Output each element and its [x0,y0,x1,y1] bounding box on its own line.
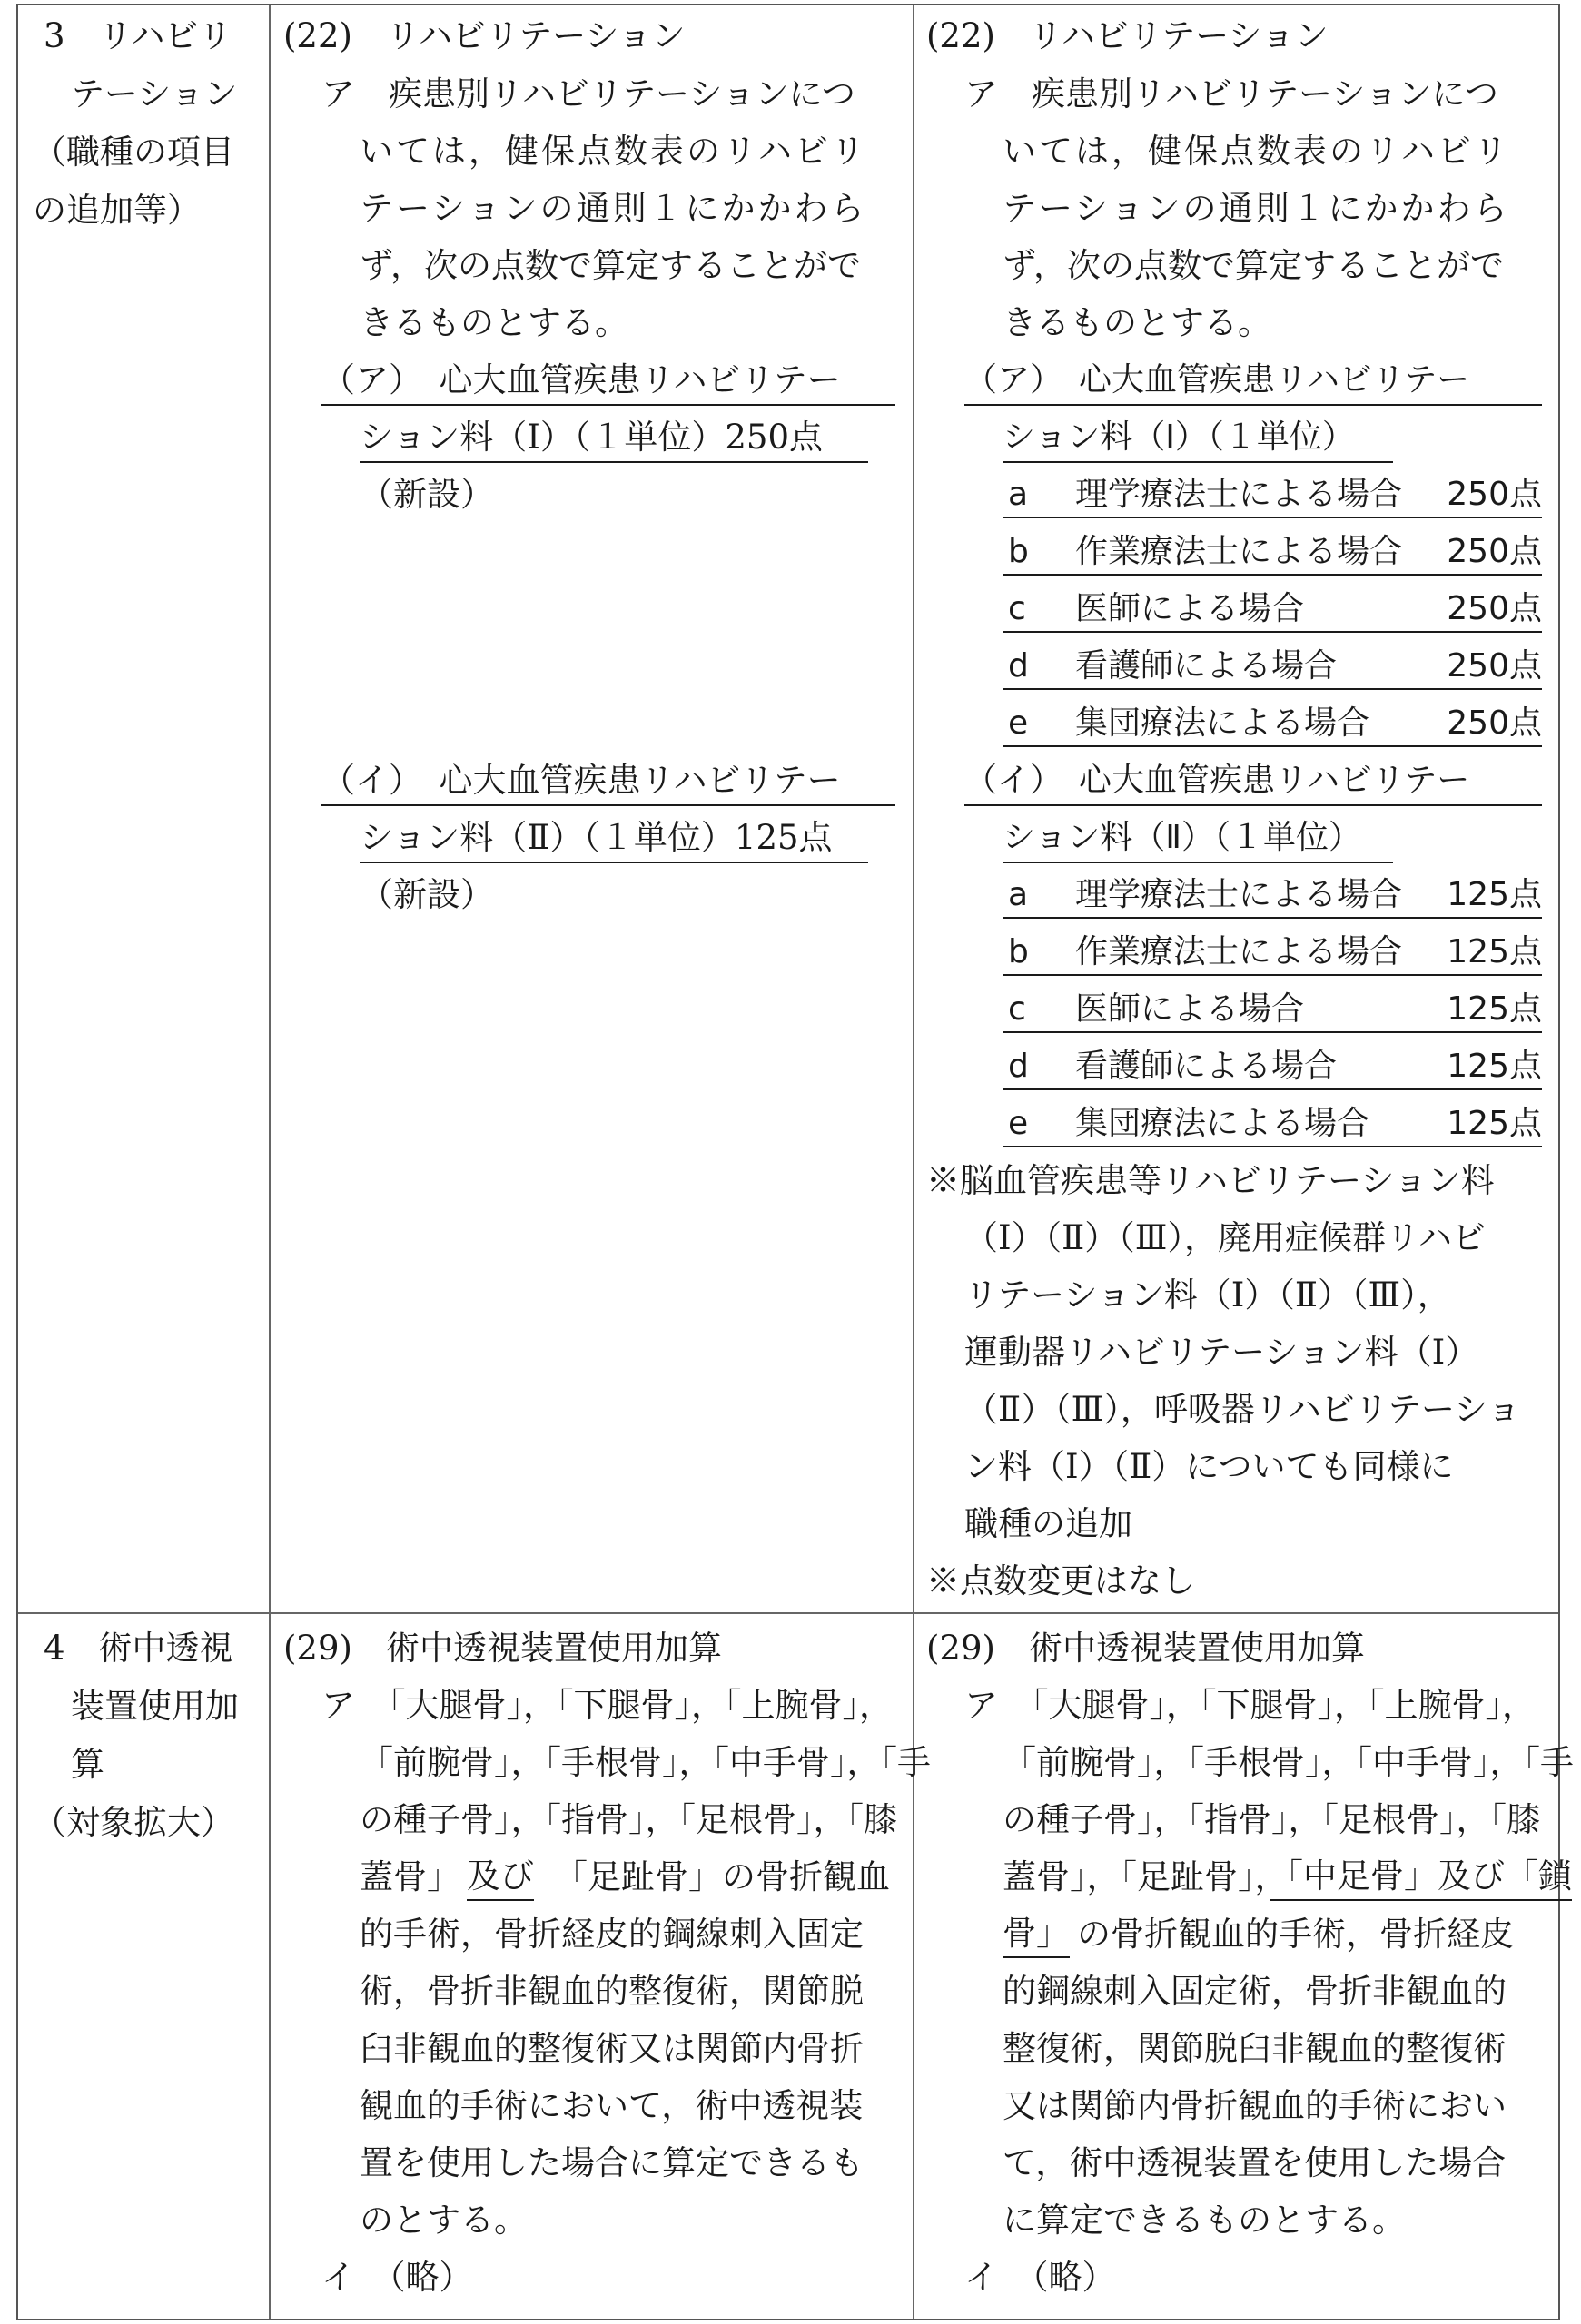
subsection-title: ション料（Ⅰ）（１単位） [1003,414,1393,463]
text-line: 「前腕骨」，「手根骨」，「中手骨」，「手 [1003,1743,1574,1782]
item-key: e [1008,1105,1029,1142]
list-item [1003,986,1542,1033]
item-key: c [1008,590,1026,627]
text-line: 置を使用した場合に算定できるも [360,2143,864,2182]
label-line: の追加等） [33,191,201,230]
item-text: 集団療法による場合 [1075,1105,1370,1142]
text-line: ず，次の点数で算定することがで [1003,246,1505,285]
sub-item: イ （略） [321,2258,473,2297]
item-points: 250点 [1447,647,1542,684]
item-key: d [1008,1048,1029,1085]
list-item [1003,872,1542,919]
text-line: の骨折観血的手術，骨折経皮 [1077,1915,1514,1954]
text-line: ア 疾患別リハビリテーションにつ [964,74,1498,113]
item-points: 125点 [1447,1048,1542,1085]
item-points: 250点 [1447,476,1542,513]
list-item [1003,1100,1542,1147]
section-heading: (22) リハビリテーション [926,16,1329,55]
note-line: リテーション料（Ⅰ）（Ⅱ）（Ⅲ）， [964,1275,1451,1315]
text-line: 整復術，関節脱臼非観血的整復術 [1003,2029,1507,2068]
subsection-title: （イ） 心大血管疾患リハビリテー [321,757,895,806]
item-text: 看護師による場合 [1075,647,1338,684]
added-phrase: 「中足骨」及び「鎖 [1270,1854,1572,1901]
item-text: 看護師による場合 [1075,1048,1338,1085]
text-line: いては，健保点数表のリハビリ [1003,132,1510,171]
item-points: 250点 [1447,533,1542,570]
text-line: 的手術，骨折経皮的鋼線刺入固定 [360,1915,864,1954]
removed-phrase: 及び [467,1854,534,1901]
label-line: テーション [71,74,238,113]
section-heading: (29) 術中透視装置使用加算 [926,1629,1365,1668]
text-line: ア 「大腿骨」，「下腿骨」，「上腕骨」， [321,1686,893,1725]
label-line: 3 リハビリ [44,16,232,55]
added-phrase: 骨」 [1003,1911,1070,1958]
item-points: 125点 [1447,876,1542,913]
item-points: 125点 [1447,933,1542,970]
item-points: 250点 [1447,704,1542,742]
text-line: 臼非観血的整復術又は関節内骨折 [360,2029,864,2068]
text-line: テーションの通則１にかかわら [360,189,867,228]
item-key: a [1008,476,1029,513]
text-line: に算定できるものとする。 [1003,2201,1406,2240]
text-line: テーションの通則１にかかわら [1003,189,1510,228]
text-line: の種子骨」，「指骨」，「足根骨」，「膝 [360,1800,897,1839]
text-line: 蓋骨」 [360,1857,460,1896]
new-note: （新設） [360,475,494,514]
column-divider [913,5,914,2319]
list-item [1003,586,1542,633]
item-key: d [1008,647,1029,684]
subsection-title: （ア） 心大血管疾患リハビリテー [321,357,895,406]
subsection-title: （イ） 心大血管疾患リハビリテー [964,757,1542,806]
text-line: 「前腕骨」，「手根骨」，「中手骨」，「手 [360,1743,931,1782]
list-item [1003,700,1542,747]
item-text: 理学療法士による場合 [1075,476,1403,513]
text-line: て，術中透視装置を使用した場合 [1003,2143,1507,2182]
section-heading: (29) 術中透視装置使用加算 [283,1629,722,1668]
item-text: 作業療法士による場合 [1075,933,1403,970]
note-line: ※脳血管疾患等リハビリテーション料 [926,1161,1495,1200]
text-line: の種子骨」，「指骨」，「足根骨」，「膝 [1003,1800,1540,1839]
list-item [1003,528,1542,576]
label-line: （職種の項目 [33,133,234,172]
label-line: 装置使用加 [71,1687,239,1726]
item-points: 125点 [1447,990,1542,1028]
item-points: 250点 [1447,590,1542,627]
text-line: いては，健保点数表のリハビリ [360,132,867,171]
text-line: ア 疾患別リハビリテーションにつ [321,74,855,113]
note-line: ン料（Ⅰ）（Ⅱ）についても同様に [964,1447,1454,1486]
note-line: 職種の追加 [964,1504,1132,1543]
column-divider [269,5,271,2319]
item-text: 医師による場合 [1075,590,1305,627]
note-line: （Ⅰ）（Ⅱ）（Ⅲ），廃用症候群リハビ [964,1218,1486,1257]
item-key: a [1008,876,1029,913]
text-line: ア 「大腿骨」，「下腿骨」，「上腕骨」， [964,1686,1536,1725]
text-line: 「足趾骨」の骨折観血 [554,1857,890,1896]
item-text: 集団療法による場合 [1075,704,1370,742]
item-text: 医師による場合 [1075,990,1305,1028]
label-line: 算 [71,1745,104,1784]
item-key: b [1008,933,1029,970]
subsection-title: ション料（Ⅰ）（１単位）250点 [360,414,868,463]
subsection-title: ション料（Ⅱ）（１単位）125点 [360,814,868,863]
row-divider [18,1612,1558,1614]
text-line: 的鋼線刺入固定術，骨折非観血的 [1003,1972,1507,2011]
list-item [1003,643,1542,690]
text-line: 蓋骨」，「足趾骨」， [1003,1857,1289,1896]
item-text: 理学療法士による場合 [1075,876,1403,913]
text-line: のとする。 [360,2201,528,2240]
item-points: 125点 [1447,1105,1542,1142]
text-line: きるものとする。 [1003,303,1271,342]
section-heading: (22) リハビリテーション [283,16,686,55]
item-key: e [1008,704,1029,742]
list-item [1003,929,1542,976]
list-item [1003,1043,1542,1090]
label-line: 4 術中透視 [44,1629,233,1668]
note-line: （Ⅱ）（Ⅲ），呼吸器リハビリテーショ [964,1390,1521,1429]
text-line: 術，骨折非観血的整復術，関節脱 [360,1972,864,2011]
sub-item: イ （略） [964,2258,1116,2297]
text-line: 又は関節内骨折観血的手術におい [1003,2086,1507,2125]
text-line: きるものとする。 [360,303,628,342]
item-text: 作業療法士による場合 [1075,533,1403,570]
text-line: 観血的手術において，術中透視装 [360,2086,864,2125]
list-item [1003,471,1542,518]
new-note: （新設） [360,875,494,914]
note-line: ※点数変更はなし [926,1561,1195,1600]
note-line: 運動器リハビリテーション料（Ⅰ） [964,1333,1479,1372]
item-key: c [1008,990,1026,1028]
subsection-title: ション料（Ⅱ）（１単位） [1003,814,1393,863]
label-line: （対象拡大） [33,1803,234,1842]
subsection-title: （ア） 心大血管疾患リハビリテー [964,357,1542,406]
text-line: ず，次の点数で算定することがで [360,246,862,285]
item-key: b [1008,533,1029,570]
